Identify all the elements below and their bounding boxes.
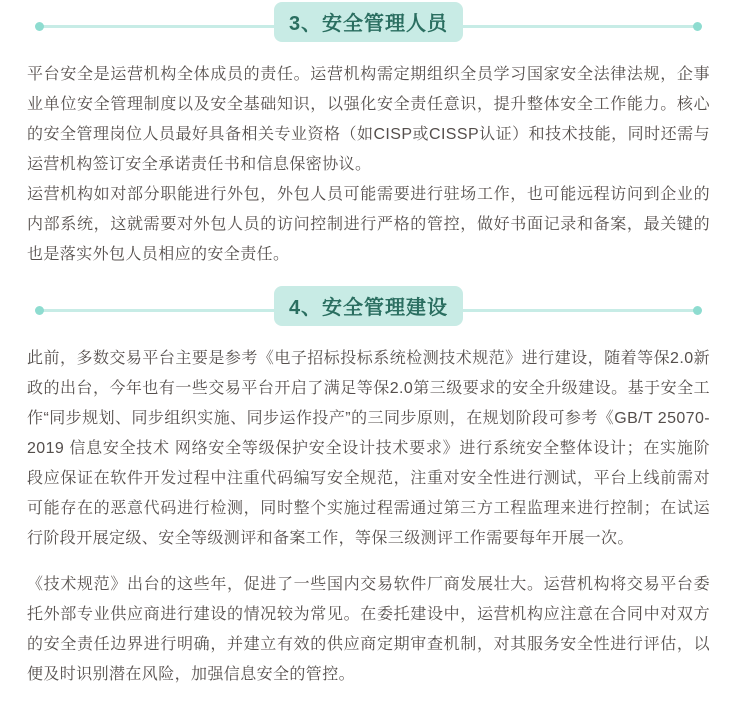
section — [27, 2, 710, 270]
section-paragraphs — [27, 60, 710, 270]
divider-dot-left-icon — [35, 22, 44, 31]
section-title: 3、安全管理人员 — [288, 13, 449, 35]
divider-dot-right-icon — [693, 22, 702, 31]
section-paragraphs — [27, 344, 710, 690]
paragraph: 平台安全是运营机构全体成员的责任。运营机构需定期组织全员学习国家安全法律法规，企事业单位安全管理制度以及安全基础知识，以强化安全责任意识，提升整体安全工作能力。核心的安全管理岗位人员最好具备相关专业资格（如CISP或CISSP认证）和技术技能，同时还需与运营机构签订安全承诺责任书和信息保密协议。 — [27, 66, 710, 173]
section-title-badge — [274, 286, 463, 326]
article-body — [27, 2, 710, 690]
section-header — [27, 2, 710, 37]
section-title-badge — [274, 2, 463, 42]
paragraph: 此前，多数交易平台主要是参考《电子招标投标系统检测技术规范》进行建设，随着等保2.0新政的出台，今年也有一些交易平台开启了满足等保2.0第三级要求的安全升级建设。基于安全工作“同步规划、同步组织实施、同步运作投产”的三同步原则，在规划阶段可参考《GB/T 25070-2019 信息安全技术 网络安全等级保护安全设计技术要求》进行系统安全整体设计；在实施阶段应保证在软件开发过程中注重代码编写安全规范，注重对安全性进行测试，平台上线前需对可能存在的恶意代码进行检测，同时整个实施过程需通过第三方工程监理来进行控制；在试运行阶段开展定级、安全等级测评和备案工作，等保三级测评工作需要每年开展一次。 — [27, 350, 710, 547]
section-header — [27, 286, 710, 321]
paragraph: 《技术规范》出台的这些年，促进了一些国内交易软件厂商发展壮大。运营机构将交易平台委托外部专业供应商进行建设的情况较为常见。在委托建设中，运营机构应注意在合同中对双方的安全责任边界进行明确，并建立有效的供应商定期审查机制，对其服务安全性进行评估，以便及时识别潜在风险，加强信息安全的管控。 — [27, 576, 710, 683]
divider-dot-right-icon — [693, 306, 702, 315]
paragraph: 运营机构如对部分职能进行外包，外包人员可能需要进行驻场工作，也可能远程访问到企业的内部系统，这就需要对外包人员的访问控制进行严格的管控，做好书面记录和备案，最关键的也是落实外包人员相应的安全责任。 — [27, 186, 710, 263]
section — [27, 286, 710, 690]
divider-dot-left-icon — [35, 306, 44, 315]
section-title: 4、安全管理建设 — [288, 297, 449, 319]
